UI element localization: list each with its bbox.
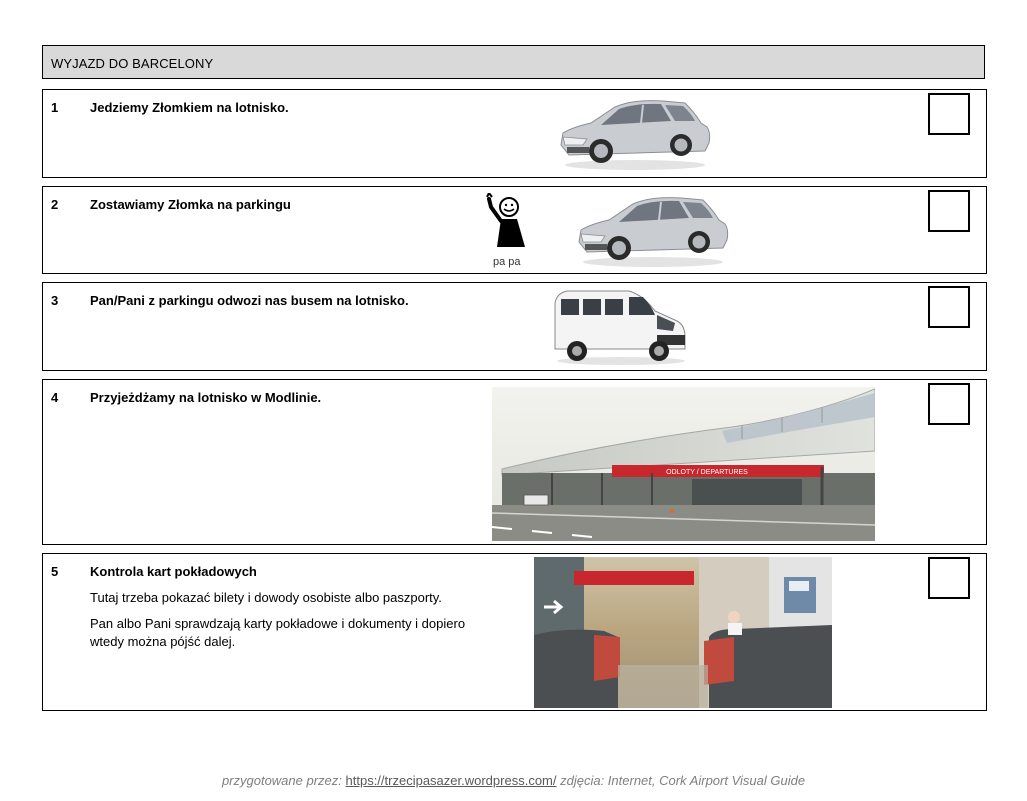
footer-suffix: zdjęcia: Internet, Cork Airport Visual Guide xyxy=(556,773,806,788)
done-checkbox[interactable] xyxy=(928,286,970,328)
step-row-1 xyxy=(42,89,987,178)
step-description-1: Tutaj trzeba pokazać bilety i dowody osobiste albo paszporty. xyxy=(90,590,442,605)
wave-label: pa pa xyxy=(493,256,521,268)
step-text: Pan/Pani z parkingu odwozi nas busem na lotnisko. xyxy=(90,293,409,308)
page-title: WYJAZD DO BARCELONY xyxy=(51,56,214,71)
step-number: 5 xyxy=(51,564,59,579)
car-icon xyxy=(553,93,713,173)
airport-terminal-photo xyxy=(492,387,875,541)
step-text: Przyjeżdżamy na lotnisko w Modlinie. xyxy=(90,390,322,405)
departures-sign: ODLOTY / DEPARTURES xyxy=(666,469,748,476)
step-number: 2 xyxy=(51,197,59,212)
step-text: Jedziemy Złomkiem na lotnisko. xyxy=(90,100,289,115)
step-row-5 xyxy=(42,553,987,711)
step-number: 3 xyxy=(51,293,59,308)
done-checkbox[interactable] xyxy=(928,190,970,232)
boarding-pass-control-photo xyxy=(534,557,832,708)
page-footer xyxy=(0,773,1027,788)
step-description-2: Pan albo Pani sprawdzają karty pokładowe i dokumenty i dopiero wtedy można pójść dalej. xyxy=(90,616,466,649)
step-number: 1 xyxy=(51,100,59,115)
done-checkbox[interactable] xyxy=(928,93,970,135)
footer-prefix: przygotowane przez: xyxy=(221,773,346,788)
step-number: 4 xyxy=(51,390,59,405)
person-waving-icon xyxy=(485,193,529,251)
done-checkbox[interactable] xyxy=(928,557,970,599)
done-checkbox[interactable] xyxy=(928,383,970,425)
minibus-icon xyxy=(551,287,691,367)
step-row-3 xyxy=(42,282,987,371)
step-text: Zostawiamy Złomka na parkingu xyxy=(90,197,291,212)
step-row-2 xyxy=(42,186,987,274)
step-row-4 xyxy=(42,379,987,545)
step-text: Kontrola kart pokładowych xyxy=(90,564,257,579)
footer-link[interactable]: https://trzecipasazer.wordpress.com/ xyxy=(345,773,557,788)
page-header xyxy=(42,45,985,79)
car-icon xyxy=(571,190,731,270)
